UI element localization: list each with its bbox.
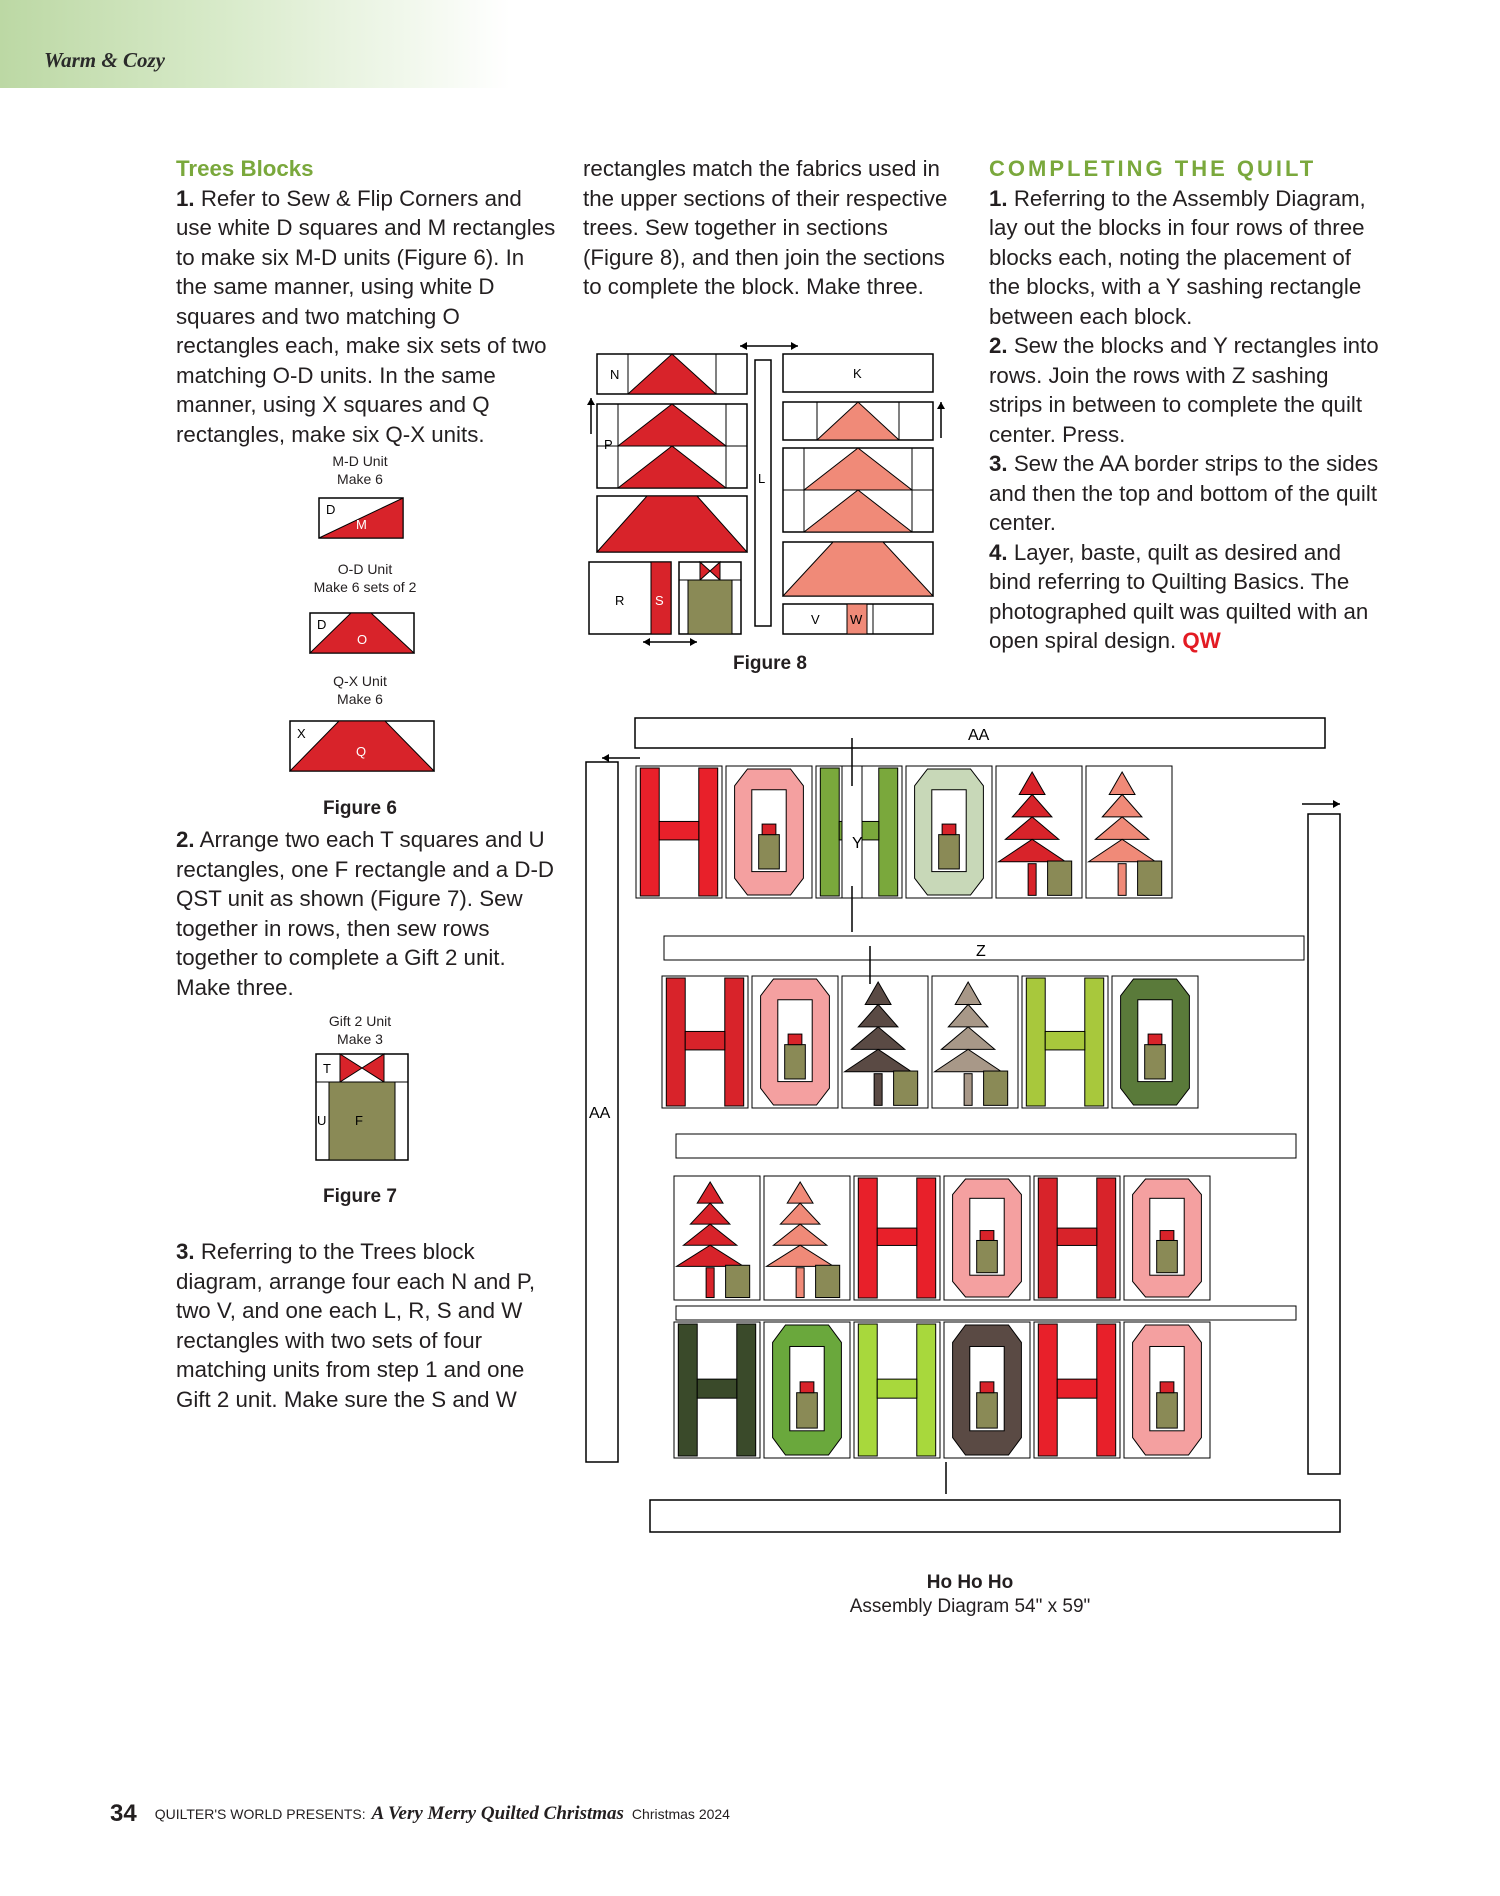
od-unit-diagram xyxy=(309,612,415,654)
qw-logo: QW xyxy=(1182,628,1221,653)
step-1 xyxy=(176,184,556,450)
step-3-continued: rectangles match the fabrics used in the upper sections of their respective trees. Sew together in sections (Figure 8), and then join the sections to complete the block. Make three. xyxy=(583,156,948,299)
step-3 xyxy=(176,1237,556,1414)
gift2-unit-label xyxy=(300,1012,420,1048)
qx-q-label: Q xyxy=(356,744,367,759)
fig8-k-label: K xyxy=(853,366,862,381)
gift2-t-label: T xyxy=(323,1061,331,1076)
header-band xyxy=(0,0,510,88)
qx-unit-label xyxy=(300,672,420,708)
od-unit-sub: Make 6 sets of 2 xyxy=(313,579,417,595)
column-3 xyxy=(989,154,1379,656)
md-unit-title: M-D Unit xyxy=(332,453,388,469)
footer-publisher: QUILTER'S WORLD PRESENTS: xyxy=(154,1806,366,1822)
step-2-text: Arrange two each T squares and U rectangles, one F rectangle and a D-D QST unit as shown (Figure 7). Sew together in rows, then sew rows together to complete a Gift 2 unit. Make three. xyxy=(176,827,555,1000)
fig8-p-label: P xyxy=(604,437,613,452)
step-2 xyxy=(176,825,556,1002)
md-unit-diagram xyxy=(318,497,404,539)
figure-7-caption: Figure 7 xyxy=(323,1186,397,1207)
z-label: Z xyxy=(976,943,986,960)
y-label: Y xyxy=(852,835,863,852)
qx-unit-diagram xyxy=(289,720,435,772)
md-unit-label xyxy=(300,452,420,488)
footer-title: A Very Merry Quilted Christmas xyxy=(371,1803,624,1824)
gift2-unit-diagram xyxy=(315,1053,409,1161)
gift2-u-label: U xyxy=(317,1113,327,1128)
od-o-label: O xyxy=(357,632,368,647)
qx-unit-sub: Make 6 xyxy=(337,691,383,707)
fig8-r-label: R xyxy=(615,593,625,608)
assembly-title: Ho Ho Ho xyxy=(926,1572,1014,1593)
step-3-number: 3. xyxy=(176,1239,195,1264)
complete-step-4-text: Layer, baste, quilt as desired and bind referring to Quilting Basics. The photographed quilt was quilted with an open spiral design. xyxy=(989,539,1369,653)
complete-step-3-text: Sew the AA border strips to the sides and then the top and bottom of the quilt center. xyxy=(989,451,1379,535)
od-unit-label xyxy=(300,560,430,596)
step-1-number: 1. xyxy=(176,185,195,211)
od-unit-title: O-D Unit xyxy=(337,561,393,577)
aa-left-label: AA xyxy=(589,1105,611,1122)
complete-step-2 xyxy=(989,331,1379,449)
complete-step-4 xyxy=(989,538,1379,656)
md-unit-sub: Make 6 xyxy=(337,471,383,487)
z-sashing-strip-2 xyxy=(676,1134,1296,1158)
assembly-subtitle: Assembly Diagram 54" x 59" xyxy=(849,1596,1091,1617)
footer xyxy=(110,1800,730,1828)
gift2-title: Gift 2 Unit xyxy=(328,1013,392,1029)
step-2-number: 2. xyxy=(176,827,195,852)
figure-8-caption: Figure 8 xyxy=(733,653,807,674)
aa-bottom-strip xyxy=(650,1500,1340,1532)
step-1-text: Refer to Sew & Flip Corners and use white D squares and M rectangles to make six M-D units (Figure 6). In the same manner, using white D squares and two matching O rectangles each, make six sets of two matching O-D units. In the same manner, using X squares and Q rectangles, make six Q-X units. xyxy=(176,185,556,447)
gift2-f-label: F xyxy=(355,1113,363,1128)
qx-x-label: X xyxy=(297,726,306,741)
aa-top-label: AA xyxy=(968,727,990,744)
footer-issue: Christmas 2024 xyxy=(631,1806,730,1822)
z-sashing-strip-3 xyxy=(676,1306,1296,1320)
step-3-text: Referring to the Trees block diagram, arrange four each N and P, two V, and one each L, R, S and W rectangles with two sets of four matching units from step 1 and one Gift 2 unit. Make sure the S and W xyxy=(176,1239,536,1412)
figure-6-caption: Figure 6 xyxy=(323,798,397,819)
complete-step-4-number: 4. xyxy=(989,539,1008,565)
gift2-sub: Make 3 xyxy=(337,1031,383,1047)
md-m-label: M xyxy=(356,517,367,532)
complete-step-2-number: 2. xyxy=(989,333,1008,358)
figure-8-diagram xyxy=(585,338,955,648)
completing-heading: COMPLETING THE QUILT xyxy=(989,156,1317,181)
page-number: 34 xyxy=(110,1800,137,1827)
column-1 xyxy=(176,154,556,1414)
fig8-l-label: L xyxy=(758,471,766,486)
complete-step-1-text: Referring to the Assembly Diagram, lay out the blocks in four rows of three blocks each, noting the placement of the blocks, with a Y sashing rectangle between each block. xyxy=(989,185,1366,329)
complete-step-2-text: Sew the blocks and Y rectangles into rows. Join the rows with Z sashing strips in between to complete the quilt center. Press. xyxy=(989,333,1379,447)
complete-step-1 xyxy=(989,184,1379,332)
complete-step-1-number: 1. xyxy=(989,185,1008,211)
fig8-s-label: S xyxy=(655,593,664,608)
trees-blocks-heading: Trees Blocks xyxy=(176,156,314,181)
fig8-v-label: V xyxy=(811,612,820,627)
fig8-n-label: N xyxy=(610,367,620,382)
aa-right-strip xyxy=(1308,814,1340,1474)
qx-unit-title: Q-X Unit xyxy=(333,673,387,689)
fig8-w-label: W xyxy=(850,612,863,627)
complete-step-3-number: 3. xyxy=(989,451,1008,476)
column-2 xyxy=(583,154,963,302)
md-d-label: D xyxy=(326,502,336,517)
assembly-diagram xyxy=(580,710,1360,1550)
complete-step-3 xyxy=(989,449,1379,538)
od-d-label: D xyxy=(317,617,327,632)
section-label: Warm & Cozy xyxy=(44,48,165,72)
